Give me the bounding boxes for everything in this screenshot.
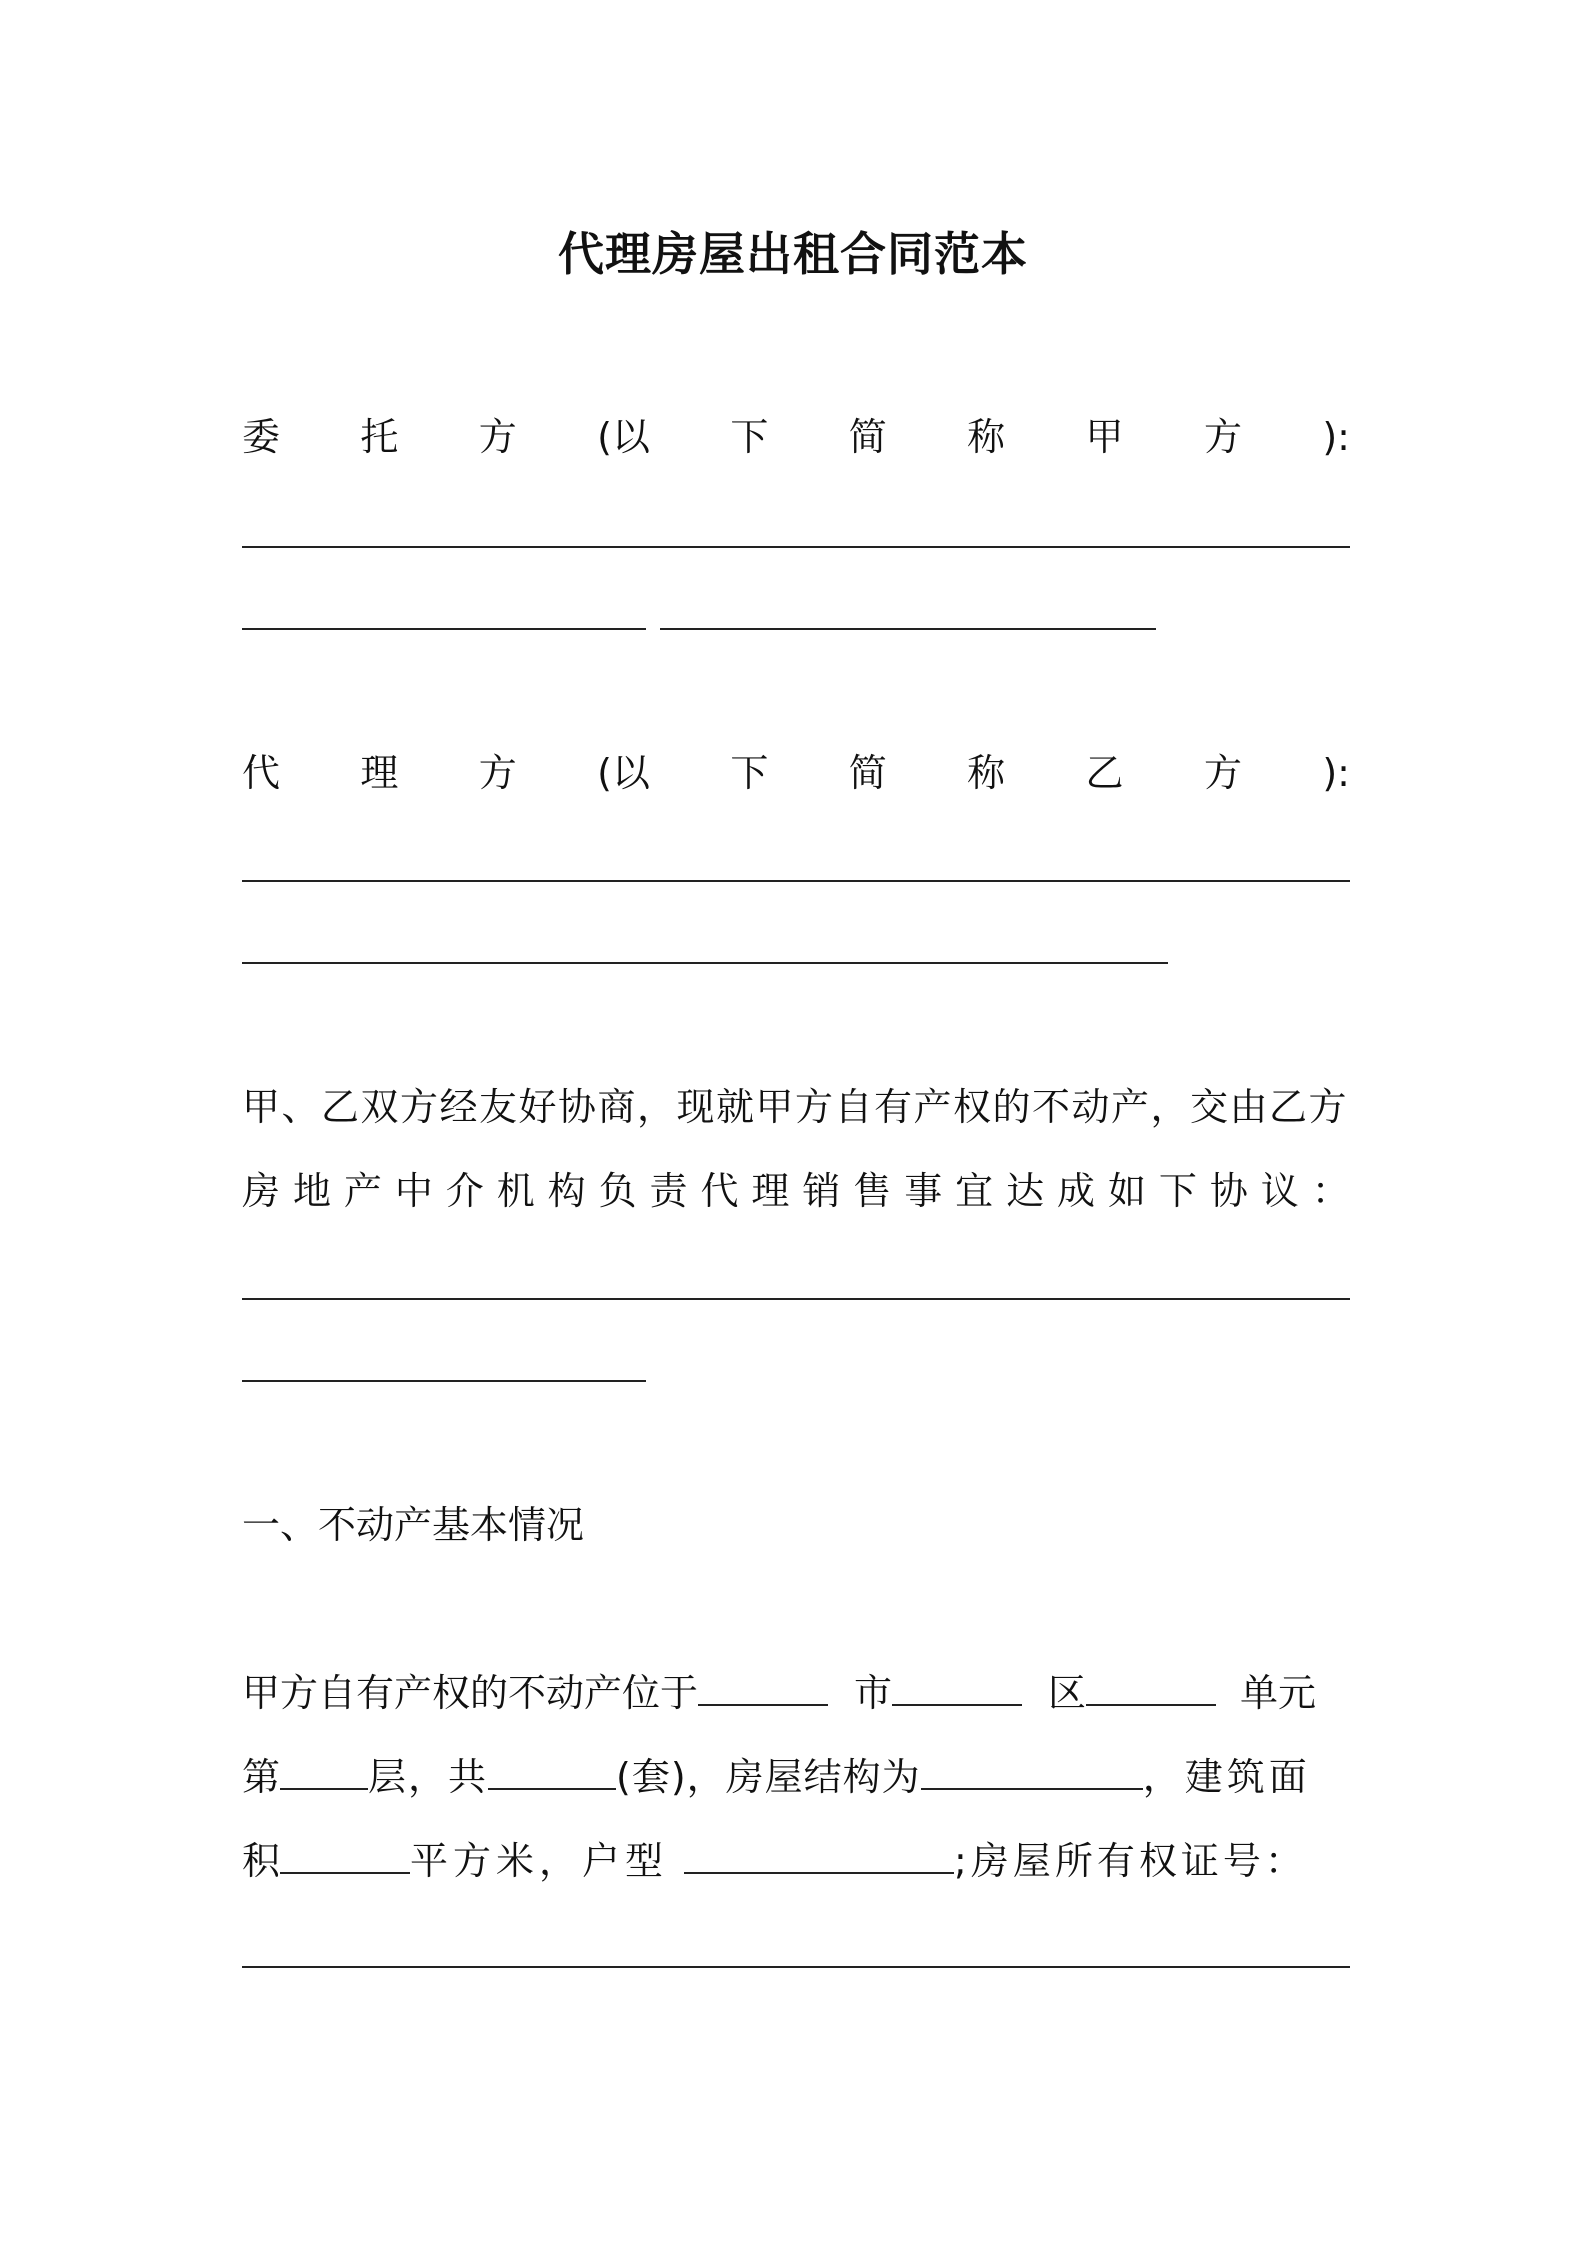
party-a-label	[242, 412, 1350, 462]
party-b-char: (以	[597, 751, 650, 795]
intro-blank-line[interactable]	[242, 1298, 1350, 1300]
party-b-char: ):	[1322, 751, 1350, 795]
intro-char: 协	[1209, 1169, 1248, 1213]
party-b-label	[242, 748, 1350, 798]
blank-field[interactable]	[698, 1666, 828, 1706]
party-a-char: 委	[242, 415, 281, 459]
intro-char: 议	[1260, 1169, 1299, 1213]
blank-field[interactable]	[488, 1750, 616, 1790]
blank-field[interactable]	[1086, 1666, 1216, 1706]
certificate-blank-line[interactable]	[242, 1966, 1350, 1968]
party-a-char: 简	[848, 415, 887, 459]
intro-char: 机	[496, 1169, 535, 1213]
intro-char: 负	[598, 1169, 637, 1213]
intro-char: 责	[649, 1169, 688, 1213]
party-b-blank-line[interactable]	[242, 962, 1168, 964]
party-a-char: ):	[1322, 415, 1350, 459]
intro-char: 构	[547, 1169, 586, 1213]
party-a-char: 称	[967, 415, 1006, 459]
district-label: 区	[1048, 1671, 1087, 1715]
party-a-char: 方	[478, 415, 517, 459]
blank-field[interactable]	[684, 1834, 954, 1874]
party-a-char: 下	[730, 415, 769, 459]
party-b-char: 下	[730, 751, 769, 795]
property-floor-line	[242, 1750, 1350, 1802]
area-label: ，建筑面	[1142, 1755, 1311, 1799]
party-a-char: (以	[597, 415, 650, 459]
unit-type-label: 平方米，户型	[410, 1839, 669, 1883]
party-b-blank-line[interactable]	[242, 880, 1350, 882]
intro-char: 事	[904, 1169, 943, 1213]
property-area-line	[242, 1834, 1350, 1886]
party-b-char: 乙	[1085, 751, 1124, 795]
blank-field[interactable]	[892, 1666, 1022, 1706]
intro-line-1: 甲、乙双方经友好协商，现就甲方自有产权的不动产，交由乙方	[242, 1085, 1349, 1129]
intro-char: ：	[1311, 1169, 1350, 1213]
party-b-char: 称	[967, 751, 1006, 795]
document-title: 代理房屋出租合同范本	[558, 227, 1028, 281]
party-a-blank-line[interactable]	[660, 628, 1156, 630]
intro-blank-line[interactable]	[242, 1380, 646, 1382]
location-text: 甲方自有产权的不动产位于	[242, 1671, 699, 1715]
intro-char: 理	[751, 1169, 790, 1213]
floor-prefix: 第	[242, 1755, 281, 1799]
party-a-blank-line[interactable]	[242, 546, 1350, 548]
intro-char: 售	[853, 1169, 892, 1213]
floor-label: 层，共	[368, 1755, 489, 1799]
intro-char: 房	[242, 1169, 281, 1213]
party-a-char: 托	[360, 415, 399, 459]
intro-line-2	[242, 1166, 1350, 1216]
intro-char: 产	[343, 1169, 382, 1213]
party-a-char: 方	[1203, 415, 1242, 459]
party-b-char: 理	[360, 751, 399, 795]
intro-char: 宜	[955, 1169, 994, 1213]
certificate-label: ;房屋所有权证号：	[954, 1839, 1307, 1883]
intro-char: 成	[1057, 1169, 1096, 1213]
intro-char: 下	[1158, 1169, 1197, 1213]
party-b-char: 代	[242, 751, 281, 795]
party-a-char: 甲	[1085, 415, 1124, 459]
blank-field[interactable]	[280, 1834, 410, 1874]
party-b-char: 简	[848, 751, 887, 795]
blank-field[interactable]	[921, 1750, 1143, 1790]
intro-char: 如	[1107, 1169, 1146, 1213]
section-1-heading: 一、不动产基本情况	[242, 1503, 585, 1547]
city-label: 市	[854, 1671, 893, 1715]
unit-label: 单元	[1240, 1671, 1317, 1715]
intro-char: 代	[700, 1169, 739, 1213]
party-a-blank-line[interactable]	[242, 628, 646, 630]
area-prefix: 积	[242, 1839, 281, 1883]
intro-char: 介	[445, 1169, 484, 1213]
intro-char: 销	[802, 1169, 841, 1213]
intro-char: 达	[1006, 1169, 1045, 1213]
intro-char: 地	[292, 1169, 331, 1213]
party-b-char: 方	[1203, 751, 1242, 795]
party-b-char: 方	[478, 751, 517, 795]
blank-field[interactable]	[280, 1750, 368, 1790]
intro-char: 中	[394, 1169, 433, 1213]
property-location-line	[242, 1666, 1350, 1718]
structure-label: (套)，房屋结构为	[616, 1755, 921, 1799]
